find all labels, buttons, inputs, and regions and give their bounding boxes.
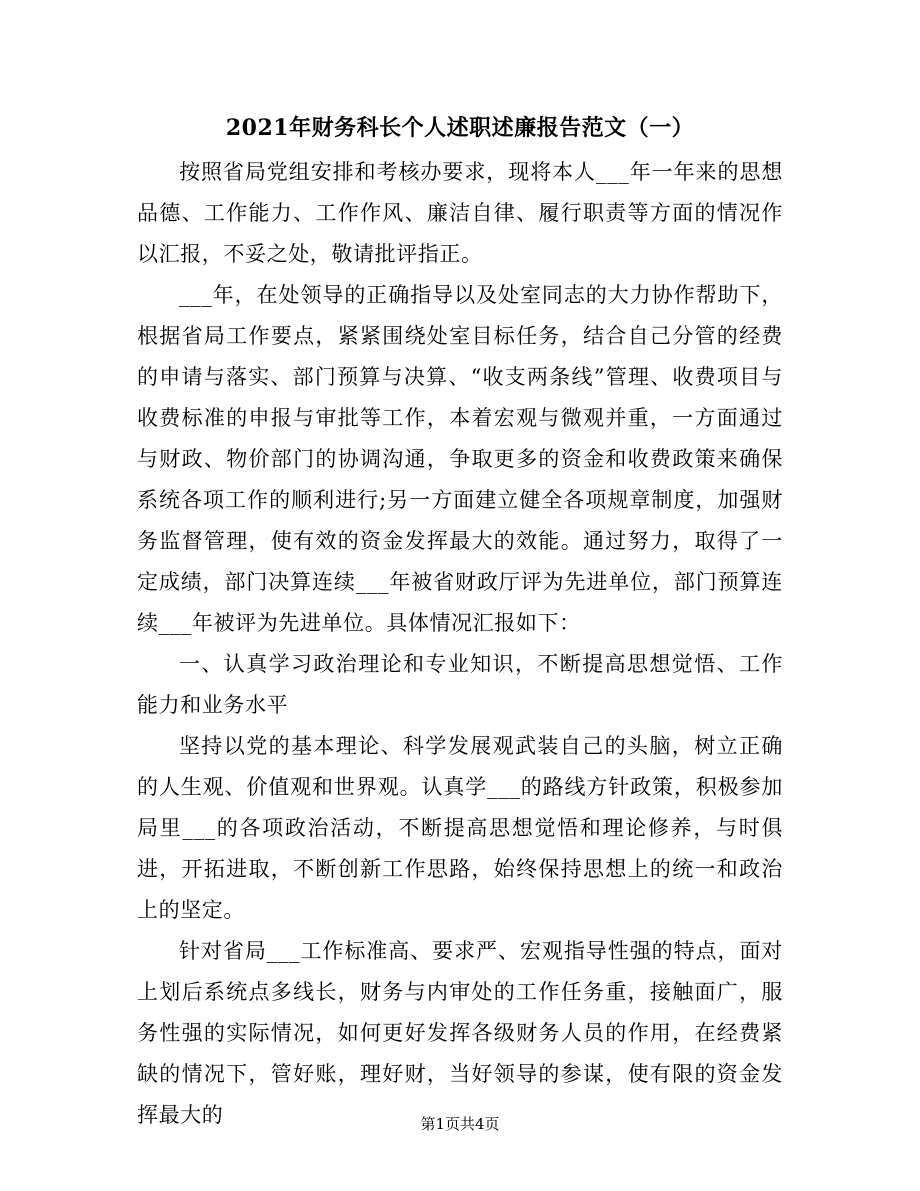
paragraph-theory-study: 坚持以党的基本理论、科学发展观武装自己的头脑，树立正确的人生观、价值观和世界观。认真学___的路线方针政策，积极参加局里___的各项政治活动，不断提高思想觉悟和理论修养，与时俱进，开拓进取，不断创新工作思路，始终保持思想上的统一和政治上的坚定。 <box>137 734 783 922</box>
paragraph-work-situation: 针对省局___工作标准高、要求严、宏观指导性强的特点，面对上划后系统点多线长，财务与内审处的工作任务重，接触面广，服务性强的实际情况，如何更好发挥各级财务人员的作用，在经费紧缺的情况下，管好账，理好财，当好领导的参谋，使有限的资金发挥最大的 <box>137 939 783 1127</box>
document-title: 2021年财务科长个人述职述廉报告范文（一） <box>225 115 695 141</box>
paragraph-intro: 按照省局党组安排和考核办要求，现将本人___年一年来的思想品德、工作能力、工作作风、廉洁自律、履行职责等方面的情况作以汇报，不妥之处，敬请批评指正。 <box>137 160 783 266</box>
paragraph-summary: ___年，在处领导的正确指导以及处室同志的大力协作帮助下，根据省局工作要点，紧紧围绕处室目标任务，结合自己分管的经费的申请与落实、部门预算与决算、“收支两条线”管理、收费项目与收费标准的申报与审批等工作，本着宏观与微观并重，一方面通过与财政、物价部门的协调沟通，争取更多的资金和收费政策来确保系统各项工作的顺利进行;另一方面建立健全各项规章制度，加强财务监督管理，使有效的资金发挥最大的效能。通过努力，取得了一定成绩，部门决算连续___年被省财政厅评为先进单位，部门预算连续___年被评为先进单位。具体情况汇报如下： <box>137 283 783 635</box>
document-body <box>137 152 783 1136</box>
page-number: 第1页共4页 <box>420 1115 500 1133</box>
section-heading-1: 一、认真学习政治理论和专业知识，不断提高思想觉悟、工作能力和业务水平 <box>137 652 783 717</box>
